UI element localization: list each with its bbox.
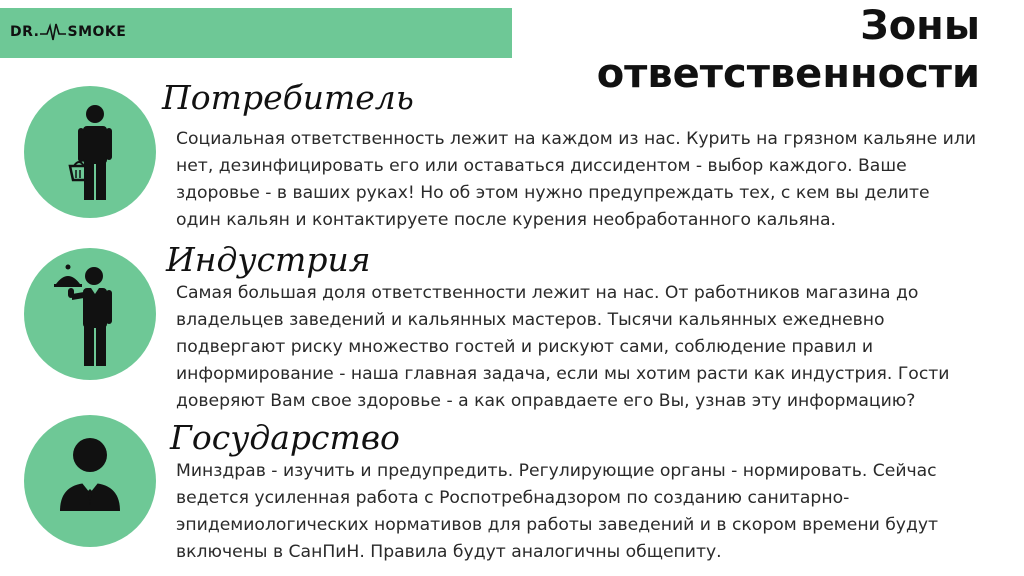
industry-icon-circle: [24, 248, 156, 380]
consumer-icon-circle: [24, 86, 156, 218]
waiter-with-tray-icon: [24, 248, 156, 380]
section-body-government: Минздрав - изучить и предупредить. Регулирующие органы - нормировать. Сейчас ведется усиленная работа с Роспотребнадзором по созданию санитарно-эпидемиологических нормативов для работы заведений и в скором времени будут включены в СанПиН. Правила будут аналогичны общепиту.: [176, 461, 939, 562]
brand-logo: [10, 20, 126, 44]
section-title-government: Государство: [170, 418, 400, 457]
heartbeat-icon: [40, 22, 66, 42]
section-body-consumer: Социальная ответственность лежит на каждом из нас. Курить на грязном кальяне или нет, дезинфицировать его или оставаться диссидентом - выбор каждого. Ваше здоровье - в ваших руках! Но об этом нужно предупреждать тех, с кем вы делите один кальян и контактируете после курения необработанного кальяна.: [176, 129, 976, 230]
page-title-line1: Зоны: [860, 3, 980, 49]
section-title-consumer: Потребитель: [162, 78, 414, 117]
government-icon-circle: [24, 415, 156, 547]
official-person-icon: [24, 415, 156, 547]
section-title-industry: Индустрия: [166, 240, 371, 279]
consumer-with-basket-icon: [24, 86, 156, 218]
section-body-industry: Самая большая доля ответственности лежит на нас. От работников магазина до владельцев заведений и кальянных мастеров. Тысячи кальянных ежедневно подвергают риску множество гостей и рискуют сами, соблюдение правил и информирование - наша главная задача, если мы хотим расти как индустрия. Гости доверяют Вам свое здоровье - а как оправдаете его Вы, узнав эту информацию?: [176, 283, 950, 411]
page-title: [597, 2, 980, 98]
logo-text-left: DR.: [10, 24, 40, 40]
logo-text-right: SMOKE: [67, 24, 127, 40]
page-title-line2: ответственности: [596, 51, 980, 97]
